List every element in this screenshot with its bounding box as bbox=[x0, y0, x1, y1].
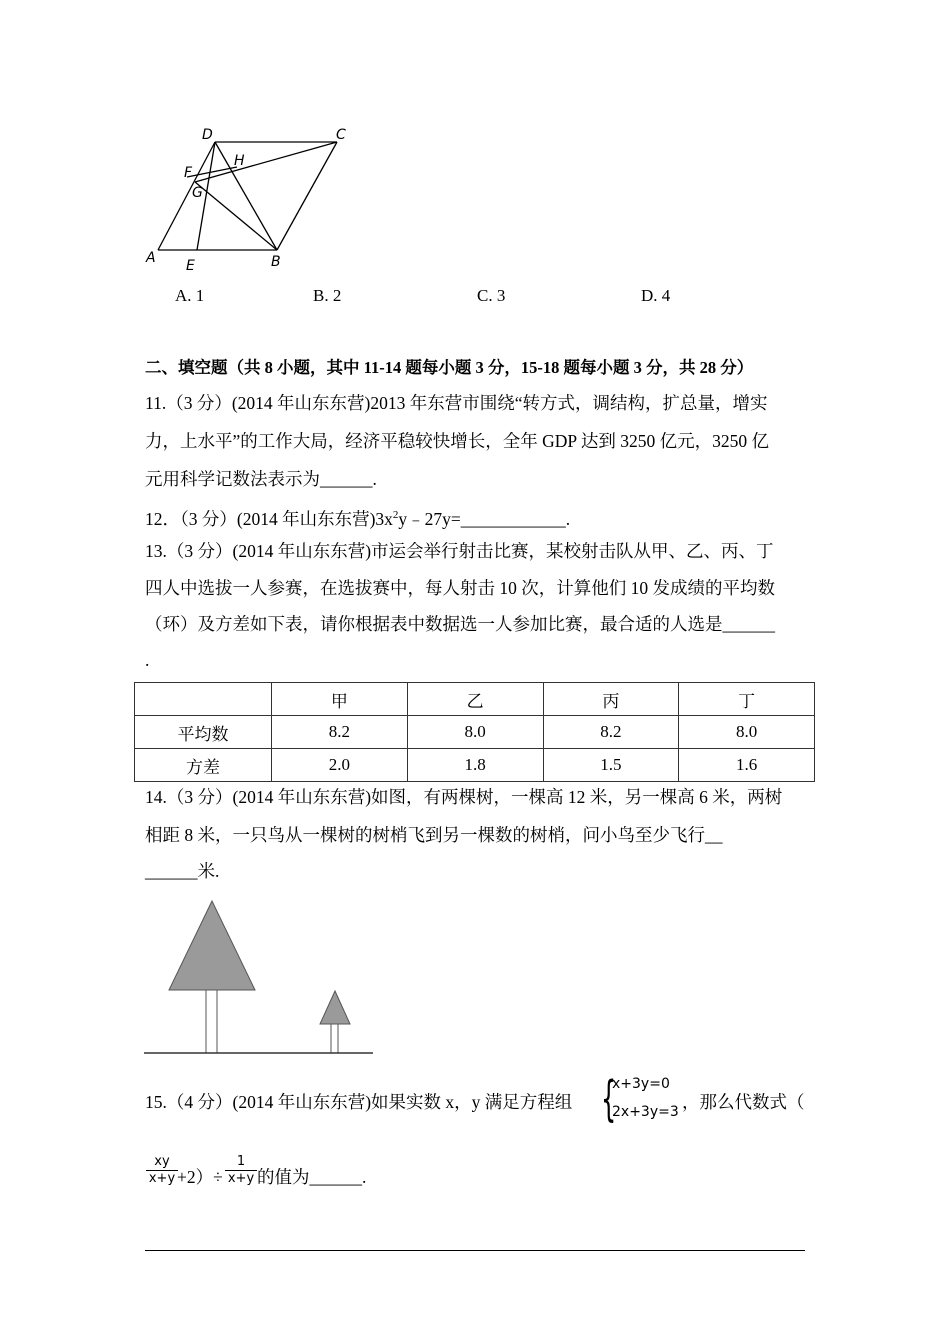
label-h: H bbox=[234, 153, 245, 169]
short-tree-crown bbox=[320, 991, 350, 1024]
q11-line3: 元用科学记数法表示为______. bbox=[145, 469, 377, 489]
q13-line2: 四人中选拔一人参赛，在选拔赛中，每人射击 10 次，计算他们 10 发成绩的平均数 bbox=[145, 578, 775, 598]
label-g: G bbox=[192, 185, 203, 201]
label-f: F bbox=[184, 165, 193, 181]
short-tree-trunk bbox=[331, 1024, 338, 1053]
section-title: 二、填空题（共 8 小题，其中 11-14 题每小题 3 分，15-18 题每小题 3 分，共 28 分） bbox=[145, 358, 754, 377]
q13-line4: . bbox=[145, 650, 150, 670]
table-row bbox=[135, 716, 815, 749]
label-c: C bbox=[336, 127, 346, 143]
equation-1: x+3y=0 bbox=[612, 1076, 670, 1092]
table-header: 乙 bbox=[407, 683, 543, 716]
segment-gb bbox=[195, 182, 277, 250]
parallelogram-figure bbox=[135, 120, 365, 280]
table-header: 丙 bbox=[543, 683, 679, 716]
q15-line1-end: ，那么代数式（ bbox=[682, 1092, 805, 1112]
table-header-row bbox=[135, 683, 815, 716]
q14-line2: 相距 8 米，一只鸟从一棵树的树梢飞到另一棵数的树梢，问小鸟至少飞行__ bbox=[145, 825, 723, 845]
table-header: 甲 bbox=[272, 683, 408, 716]
table-cell bbox=[135, 683, 272, 716]
q14-line3: ______米. bbox=[145, 861, 220, 881]
table-cell: 1.6 bbox=[679, 749, 815, 782]
q15-end: 的值为______. bbox=[257, 1167, 367, 1187]
fraction-1-over-x-plus-y: $\frac{1}{x+y}$ bbox=[225, 1154, 257, 1187]
table-cell: 1.8 bbox=[407, 749, 543, 782]
table-row-label: 方差 bbox=[135, 749, 272, 782]
brace-icon: { bbox=[601, 1071, 617, 1127]
two-trees-figure bbox=[140, 895, 380, 1060]
table-cell: 8.2 bbox=[272, 716, 408, 749]
q12-exponent: 2 bbox=[392, 509, 399, 521]
equation-system bbox=[601, 1071, 691, 1128]
table-cell: 8.2 bbox=[543, 716, 679, 749]
option-c: C. 3 bbox=[477, 286, 506, 305]
q13-line3: （环）及方差如下表，请你根据表中数据选一人参加比赛，最合适的人选是______ bbox=[145, 614, 775, 634]
q11-line2: 力，上水平”的工作大局，经济平稳较快增长，全年 GDP 达到 3250 亿元，3250 亿 bbox=[145, 431, 769, 451]
label-d: D bbox=[202, 127, 213, 143]
label-e: E bbox=[186, 258, 195, 274]
equation-2: 2x+3y=3 bbox=[612, 1104, 679, 1120]
table-cell: 2.0 bbox=[272, 749, 408, 782]
side-cb bbox=[277, 142, 337, 250]
fraction-xy-over-x-plus-y: $\frac{xy}{x+y}$ bbox=[146, 1154, 178, 1187]
table-cell: 8.0 bbox=[679, 716, 815, 749]
q13-line1: 13.（3 分）(2014 年山东东营)市运会举行射击比赛，某校射击队从甲、乙、丙、丁 bbox=[145, 541, 774, 561]
q12-line: 12．（3 分）(2014 年山东东营)$3x^2y﹣27y=\_\_\_\_\_\_\_\_\_\_\_\_$. bbox=[145, 508, 571, 529]
option-a: A. 1 bbox=[175, 286, 205, 305]
segment-gc bbox=[195, 142, 337, 182]
table-row bbox=[135, 749, 815, 782]
q15-line1: 15.（4 分）(2014 年山东东营)如果实数 x，y 满足方程组 bbox=[145, 1092, 573, 1112]
table-cell: 8.0 bbox=[407, 716, 543, 749]
tall-tree-crown bbox=[169, 901, 255, 990]
q15-mid: +2）÷ bbox=[177, 1167, 223, 1187]
page-footer-rule bbox=[145, 1250, 805, 1251]
label-a: A bbox=[146, 250, 156, 266]
option-d: D. 4 bbox=[641, 286, 671, 305]
score-table bbox=[134, 682, 815, 782]
q14-line1: 14.（3 分）(2014 年山东东营)如图，有两棵树，一棵高 12 米，另一棵高 6 米，两树 bbox=[145, 787, 783, 807]
tall-tree-trunk bbox=[206, 990, 217, 1053]
table-row-label: 平均数 bbox=[135, 716, 272, 749]
table-header: 丁 bbox=[679, 683, 815, 716]
option-b: B. 2 bbox=[313, 286, 342, 305]
diagonal-db bbox=[215, 142, 277, 250]
q11-line1: 11.（3 分）(2014 年山东东营)2013 年东营市围绕“转方式，调结构，扩总量，增实 bbox=[145, 393, 768, 413]
table-cell: 1.5 bbox=[543, 749, 679, 782]
label-b: B bbox=[271, 254, 281, 270]
